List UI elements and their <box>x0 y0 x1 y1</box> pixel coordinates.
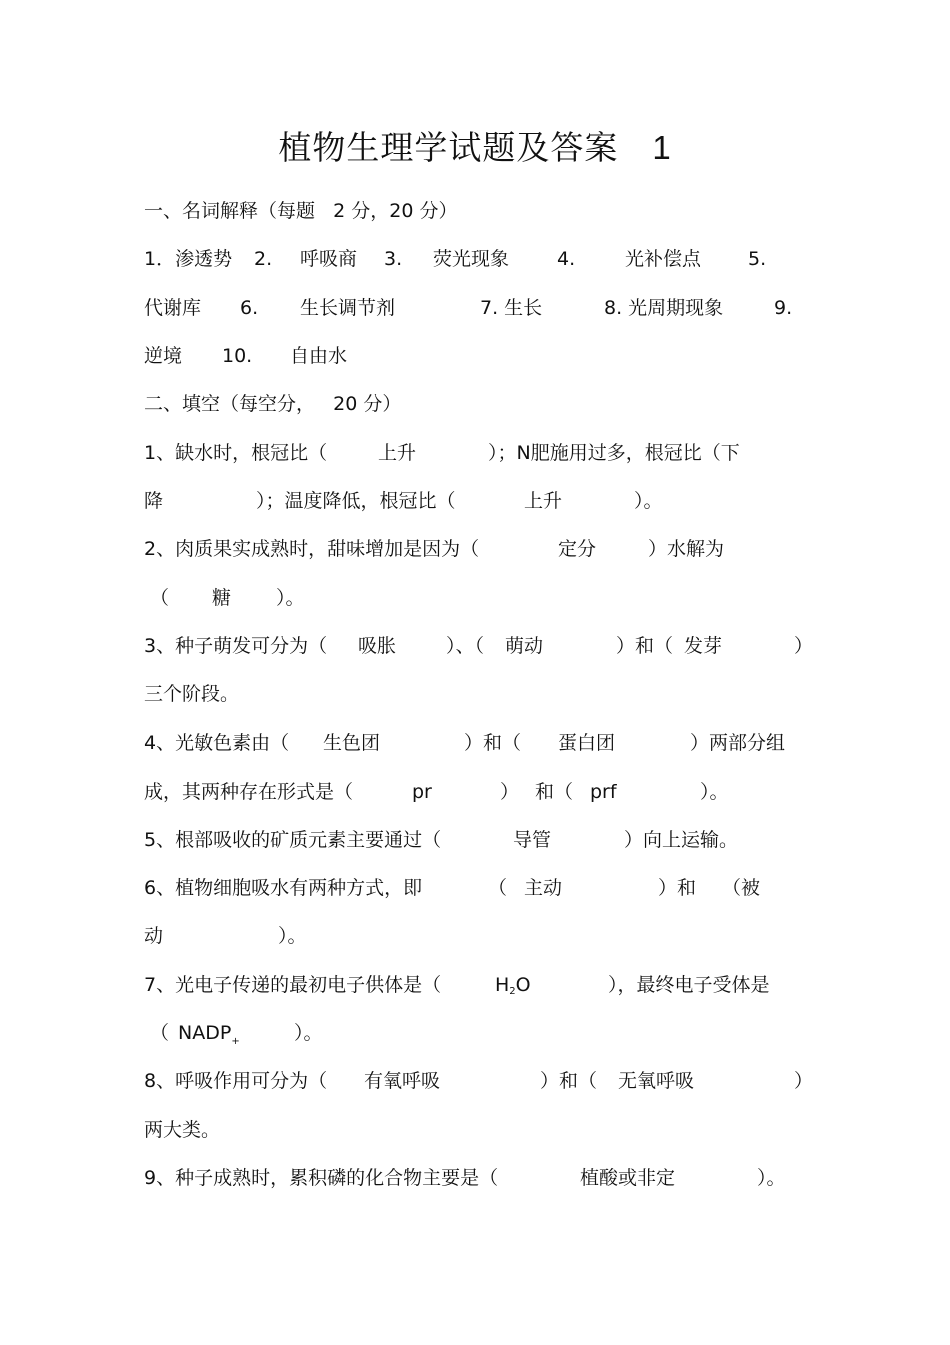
question-8-text: 8、呼吸作用可分为（ <box>144 1070 328 1092</box>
term-number: 9. <box>774 297 793 319</box>
question-5-answer: 导管 <box>513 829 552 851</box>
question-5-text: 5、根部吸收的矿质元素主要通过（ <box>144 829 442 851</box>
question-9-text: ）。 <box>757 1167 786 1189</box>
term-number: 2. <box>254 248 273 270</box>
question-6-text: （ <box>488 877 508 899</box>
question-9-text: 9、种子成熟时，累积磷的化合物主要是（ <box>144 1167 499 1189</box>
title-number: 1 <box>652 129 672 166</box>
question-3-text: 三个阶段。 <box>144 683 240 705</box>
question-3-answer: 萌动 <box>505 635 544 657</box>
term-item: 光补偿点 <box>625 248 702 270</box>
question-5-text: ）向上运输。 <box>624 829 739 851</box>
page-title <box>0 122 950 169</box>
term-item: 7. 生长 <box>480 297 543 319</box>
formula-nadp: NADP <box>178 1022 232 1044</box>
question-3-answer: 吸胀 <box>358 635 397 657</box>
question-4-text: ）。 <box>700 781 729 803</box>
question-1-text: ）；N肥施用过多，根冠比（下 <box>488 442 740 464</box>
question-3-text: ）和（ <box>616 635 674 657</box>
question-4-answer: 生色团 <box>323 732 381 754</box>
question-2-text: ）水解为 <box>648 538 725 560</box>
term-item: 代谢库 <box>144 297 202 319</box>
question-6-text: 6、植物细胞吸水有两种方式，即 <box>144 877 423 899</box>
question-7-text: （ <box>150 1022 170 1044</box>
term-item: 自由水 <box>290 345 348 367</box>
question-7-text: ），最终电子受体是 <box>608 974 770 996</box>
formula-superscript: + <box>231 1036 240 1047</box>
question-7-text: ）。 <box>294 1022 323 1044</box>
question-8-text: ）和（ <box>540 1070 598 1092</box>
question-4-answer: prf <box>590 781 617 803</box>
question-2-answer: 定分 <box>558 538 597 560</box>
question-7-text: 7、光电子传递的最初电子供体是（ <box>144 974 442 996</box>
term-number: 4. <box>557 248 576 270</box>
question-3-text: ）、（ <box>446 635 485 657</box>
question-6-answer: 动 <box>144 925 164 947</box>
question-3-text: ） <box>794 635 814 657</box>
question-2-text: ）。 <box>276 587 305 609</box>
question-2-answer: 糖 <box>212 587 232 609</box>
question-4-text: 成，其两种存在形式是（ <box>144 781 354 803</box>
question-4-answer: 蛋白团 <box>558 732 616 754</box>
term-number: 10. <box>222 345 253 367</box>
question-4-text: 4、光敏色素由（ <box>144 732 290 754</box>
question-7-answer <box>495 973 531 1004</box>
question-6-text: ）和 <box>658 877 697 899</box>
question-2-text: 2、肉质果实成熟时，甜味增加是因为（ <box>144 538 480 560</box>
title-text: 植物生理学试题及答案 <box>278 128 619 167</box>
formula-subscript: 2 <box>509 986 516 997</box>
question-1-text: 1、缺水时，根冠比（ <box>144 442 328 464</box>
question-3-answer: 发芽 <box>684 635 723 657</box>
question-7-answer <box>178 1021 240 1054</box>
question-8-text: 两大类。 <box>144 1119 221 1141</box>
question-6-answer: （被 <box>722 877 761 899</box>
question-1-text: ）；温度降低，根冠比（ <box>256 490 456 512</box>
term-number: 3. <box>384 248 403 270</box>
term-item: 呼吸商 <box>300 248 358 270</box>
question-6-text: ）。 <box>278 925 307 947</box>
section2-heading: 二、填空（每空分， 20 分） <box>144 393 402 415</box>
term-number: 6. <box>240 297 259 319</box>
term-item: 逆境 <box>144 345 183 367</box>
question-3-text: 3、种子萌发可分为（ <box>144 635 328 657</box>
question-2-text: （ <box>150 587 170 609</box>
term-item: 生长调节剂 <box>300 297 396 319</box>
question-1-answer: 上升 <box>524 490 563 512</box>
question-8-answer: 有氧呼吸 <box>364 1070 441 1092</box>
question-4-answer: pr <box>412 781 432 803</box>
question-8-answer: 无氧呼吸 <box>618 1070 695 1092</box>
question-9-answer: 植酸或非定 <box>580 1167 676 1189</box>
question-4-text: ）两部分组 <box>690 732 786 754</box>
term-item: 荧光现象 <box>433 248 510 270</box>
formula-h: H <box>495 974 510 996</box>
question-4-text: 和（ <box>535 781 574 803</box>
question-1-answer: 上升 <box>378 442 417 464</box>
question-1-text: 降 <box>144 490 164 512</box>
question-1-text: ）。 <box>634 490 663 512</box>
term-item: 8. 光周期现象 <box>604 297 724 319</box>
term-number: 5. <box>748 248 767 270</box>
section1-heading: 一、名词解释（每题 2 分，20 分） <box>144 200 458 222</box>
formula-o: O <box>515 974 531 996</box>
term-item: 1．渗透势 <box>144 248 233 270</box>
question-6-answer: 主动 <box>524 877 563 899</box>
question-8-text: ） <box>794 1070 814 1092</box>
question-4-text: ）和（ <box>464 732 522 754</box>
question-4-text: ） <box>500 781 520 803</box>
